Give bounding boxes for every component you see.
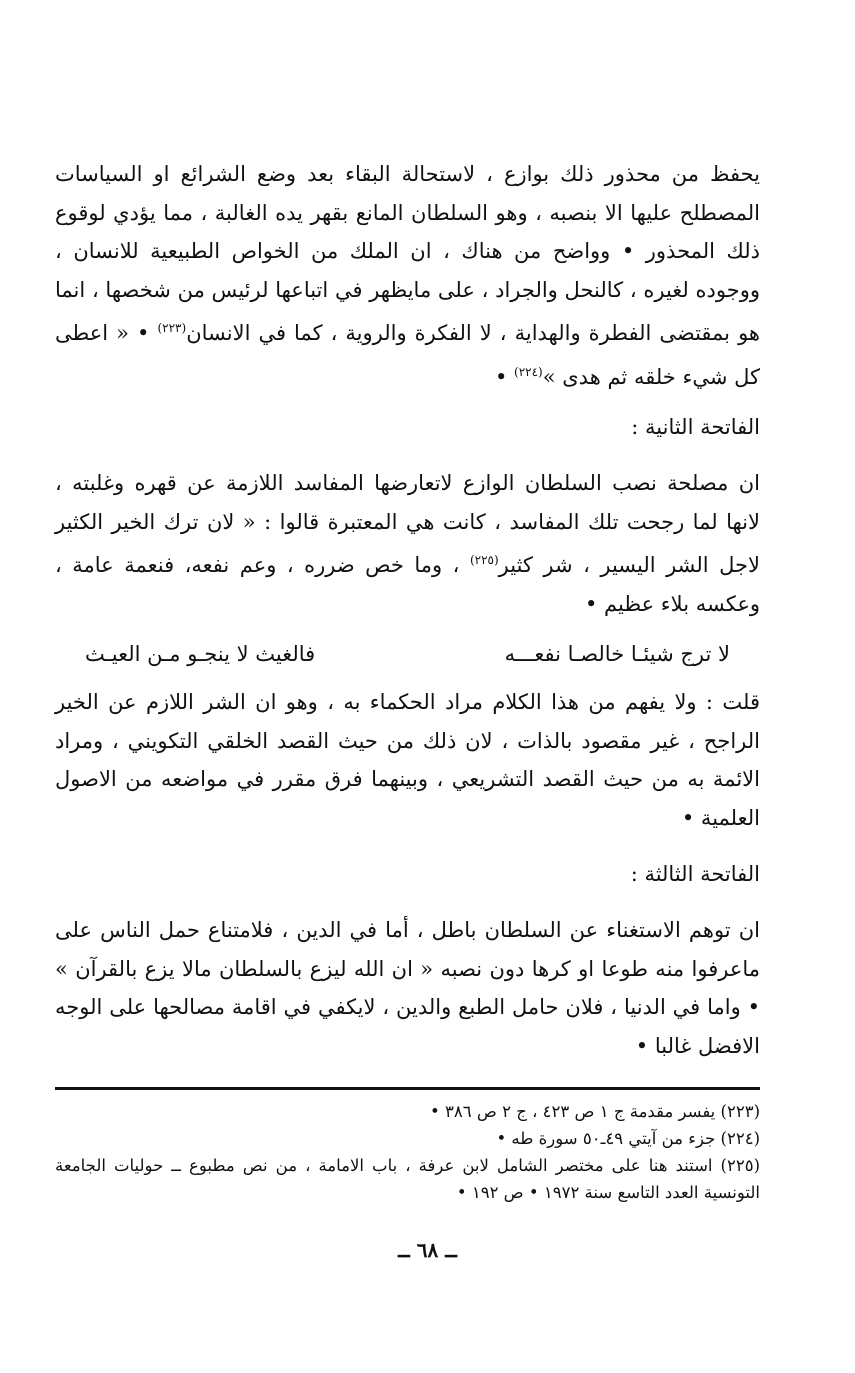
paragraph-1-end: • [494,364,514,389]
footnote-divider [55,1087,760,1090]
paragraph-3: قلت : ولا يفهم من هذا الكلام مراد الحكماء به ، وهو ان الشر اللازم عن الخير الراجح ، غير مقصود بالذات ، لان ذلك من حيث القصد الخلقي التكويني ، ومراد الائمة به من حيث القصد التشريعي ، وبينهما فرق مقرر في مواضعه من الاصول العلمية • [55,690,760,830]
page-body [55,155,760,1206]
footnote-223: (٢٢٣) يفسر مقدمة ج ١ ص ٤٢٣ ، ج ٢ ص ٣٨٦ • [430,1102,760,1121]
paragraph-2-end: ، وما خص ضرره ، وعم نفعه، فنعمة عامة ، وعكسه بلاء عظيم • [55,553,760,616]
paragraph-2 [55,464,760,623]
footnote-225: (٢٢٥) استند هنا على مختصر الشامل لابن عرفة ، باب الامامة ، من نص مطبوع ــ حوليات الجامعة التونسية العدد التاسع سنة ١٩٧٢ • ص ١٩٢ • [55,1156,760,1202]
footnote-ref-223: (٢٢٣) [157,321,187,335]
footnote-ref-225: (٢٢٥) [469,553,499,567]
section-heading-second: الفاتحة الثانية : [631,415,760,439]
paragraph-1-text: يحفظ من محذور ذلك بوازع ، لاستحالة البقاء بعد وضع الشرائع او السياسات المصطلح عليها الا بنصبه ، وهو السلطان المانع بقهر يده الغالبة ، مما يؤدي لوقوع ذلك المحذور • وواضح من هناك ، ان الملك من الخواص الطبيعية للانسان ، ووجوده لغيره ، كالنحل والجراد ، على مايظهر في اتباعها لرئيس من شخصها ، انما هو بمقتضى الفطرة والهداية ، لا الفكرة والروية ، كما في الانسان [55,162,760,345]
poem-second-hemistich: فالغيث لا ينجـو مـن العيـث [85,642,316,666]
page-number: ــ ٦٨ ــ [398,1238,457,1262]
poem-first-hemistich: لا ترج شيئـا خالصـا نفعـــه [504,642,730,666]
paragraph-4: ان توهم الاستغناء عن السلطان باطل ، أما في الدين ، فلامتناع حمل الناس على ماعرفوا منه طوعا او كرها دون نصبه « ان الله ليزع بالسلطان مالا يزع بالقرآن » • واما في الدنيا ، فلان حامل الطبع والدين ، لايكفي في اقامة مصالحها على الوجه الافضل غالبا • [55,918,760,1058]
poem-verse [55,635,760,673]
quran-quote: • « اعطى كل شيء خلقه ثم هدى » [55,321,760,389]
section-heading-third: الفاتحة الثالثة : [630,862,760,886]
paragraph-2-text: ان مصلحة نصب السلطان الوازع لاتعارضها المفاسد اللازمة عن قهره وغلبته ، لانها لما رجحت تلك المفاسد ، كانت هي المعتبرة قالوا : « لان ترك الخير الكثير لاجل الشر اليسير ، شر كثير [55,471,760,577]
footnote-ref-224: (٢٢٤) [514,364,543,379]
footnote-224: (٢٢٤) جزء من آيتي ٤٩ـ٥٠ سورة طه • [496,1129,760,1148]
paragraph-1 [55,155,760,396]
